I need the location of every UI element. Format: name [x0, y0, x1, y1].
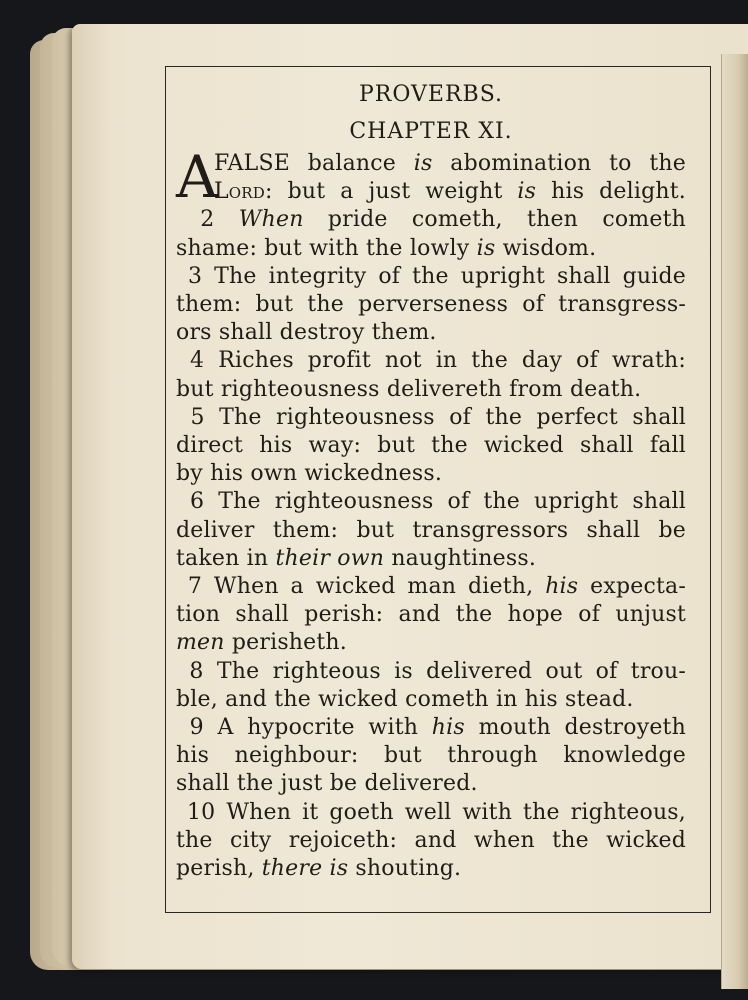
verse-line: but righteousness delivereth from death.	[176, 376, 642, 402]
page-text	[176, 78, 686, 883]
verse-4	[176, 347, 686, 403]
verse-line: perish, there is shouting.	[176, 856, 462, 882]
verse-line: 7 When a wicked man dieth, his expecta-	[187, 574, 686, 600]
verse-number: 3	[187, 263, 203, 289]
verse-line: FALSE balance is abomination to the	[214, 151, 687, 176]
verse-line: by his own wickedness.	[176, 461, 443, 487]
verse-7	[176, 573, 686, 658]
running-head: PROVERBS.	[359, 82, 503, 107]
verse-line: ors shall destroy them.	[176, 320, 437, 346]
page-right-edge	[721, 54, 748, 989]
verse-3	[176, 263, 686, 348]
verse-line: 6 The righteousness of the upright shall	[190, 489, 686, 515]
verse-line: taken in their own naughtiness.	[176, 545, 537, 571]
verse-6	[176, 488, 686, 573]
verse-1	[176, 143, 687, 211]
verse-line: shame: but with the lowly is wisdom.	[176, 235, 597, 261]
verse-line: 8 The righteous is delivered out of trou-	[189, 658, 686, 684]
verse-line: the city rejoiceth: and when the wicked	[176, 827, 686, 853]
verse-number: 2	[200, 207, 215, 233]
verse-line: 2 When pride cometh, then cometh	[200, 207, 686, 233]
verse-8	[176, 658, 686, 714]
verse-line: 5 The righteousness of the perfect shall	[190, 404, 686, 430]
verse-5	[176, 404, 686, 489]
verse-number: 6	[190, 489, 205, 515]
verse-number: 4	[190, 348, 205, 374]
verse-line: 3 The integrity of the upright shall guide	[187, 263, 686, 289]
verse-line: 9 A hypocrite with his mouth destroyeth	[189, 715, 686, 741]
verse-number: 7	[187, 574, 203, 600]
verse-line: his neighbour: but through knowledge	[176, 743, 686, 769]
chapter-heading: CHAPTER XI.	[349, 119, 513, 144]
verse-line: Lord: but a just weight is his delight.	[214, 179, 686, 205]
verse-line: tion shall perish: and the hope of unjust	[176, 602, 686, 628]
verse-line: ble, and the wicked cometh in his stead.	[176, 686, 634, 712]
verse-line: them: but the perverseness of transgress-	[176, 292, 686, 318]
drop-cap: A	[176, 143, 219, 211]
verse-line: 4 Riches profit not in the day of wrath:	[190, 348, 686, 374]
verse-number: 5	[190, 404, 205, 430]
verse-line: direct his way: but the wicked shall fall	[176, 433, 686, 459]
verse-2	[176, 206, 686, 262]
verse-line: men perisheth.	[176, 630, 347, 656]
verse-line: deliver them: but transgressors shall be	[176, 517, 686, 543]
verse-number: 9	[189, 715, 204, 741]
verse-line: 10 When it goeth well with the righteous,	[186, 799, 686, 825]
verse-9	[176, 714, 686, 799]
verse-line: shall the just be delivered.	[176, 771, 478, 797]
verse-10	[176, 799, 686, 884]
verse-number: 10	[186, 799, 216, 825]
verse-number: 8	[189, 658, 204, 684]
